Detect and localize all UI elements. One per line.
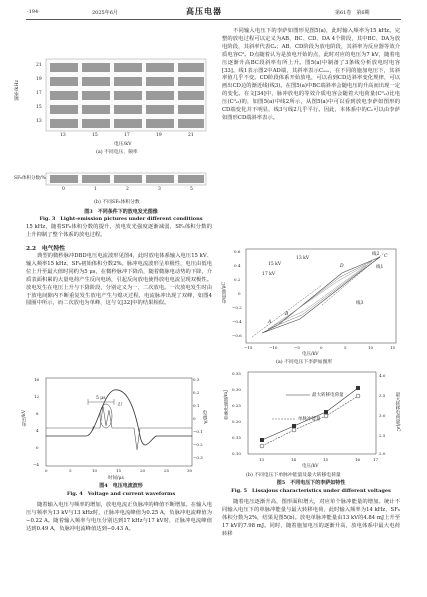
- fig3-sf-tick: 3: [158, 187, 161, 192]
- fig3-freq-tick: 13: [36, 119, 42, 124]
- fig5a-y-tick: −0.4: [232, 319, 242, 324]
- fig5a-y-tick: 0.6: [234, 249, 241, 254]
- fig5b-x-tick: 13: [259, 457, 265, 462]
- fig5a-label: 线1: [376, 265, 384, 270]
- fig5a-point: A: [268, 320, 272, 325]
- paragraph: 随着输入电压与频率的增加，放电电流正负脉冲的峰值不断增加。在输入电压与频率为13 kV与13 kHz时，正脉冲电流峰值为0.25 A，负脉冲电流峰值为−0.22 A。随着输入频率与电压分别达到17 kHz与17 kV时，正脉冲电流峰值达到0.49 A，负脉冲电流峰值达到−0.43 A。: [26, 502, 212, 532]
- fig5a-point: D: [340, 264, 344, 269]
- fig3-volt-tick: 21: [188, 133, 194, 138]
- fig5a-sub: (a) 不同电压下李萨如图形: [276, 360, 333, 365]
- issue-date: 2025年6月: [92, 10, 118, 16]
- fig5a-label: 线3: [356, 301, 364, 306]
- fig4-left-tick: 8: [36, 411, 39, 416]
- fig5b-x-tick: 16: [355, 457, 361, 462]
- fig4-caption-cn: 图4 电压电流波形: [99, 483, 143, 489]
- fig5a-ylabel: 电荷量/μC: [222, 282, 227, 304]
- fig5a-x-tick: 0: [320, 345, 323, 350]
- fig5b-left-tick: 0.15: [232, 435, 241, 440]
- paragraph: 不同输入电压下的李萨如图形见图5(a)，此时输入频率为15 kHz。完整的放电过程可以定义为AB、BC、CD、DA 4个阶段，其中BC、DA为放电阶段，其斜率代表Cₐ；AB、CD阶段为放电阶段，其斜率为反应器等效介质电容Cᵈ。D点随着认为是放电开始的点，此时对应的电压为7 kV，随着电压逐渐升高BC段斜率有所上升。图5(a)中制备了3条线分析放电时电容[33]。线1表示图2中AD端，其斜率表示Cₑₒₑ，在不同的施加电压下，其斜率值几乎不变。CD阶段体系开始放电，可以看到CD边斜率变化规律，可以画出CD边的渐近线(线3)。在图5(a)中BC端斜率会随电压的升高而出现一定的变化。在文[34]中，脉冲放电的等效介质电容会随着大电荷量(Cᵈₑₜ)比电压(Cᵈₑₜ)的，如图5(a)中线2所示，从图5(a)中可以看到放电李萨如图形的CD端变化并不明显，线3与线2几乎平行。因此，本体系中的Cₑ可以由李萨如图形CD端斜率表示。: [222, 28, 400, 121]
- fig4-x-tick: 20: [140, 468, 146, 473]
- fig3-volt-tick: 19: [156, 133, 162, 138]
- fig5b-right-tick: 3.0: [379, 413, 386, 418]
- section-heading: 2.2 电气特性: [26, 246, 66, 252]
- fig3-xlabel: 电压/kV: [114, 142, 132, 147]
- fig5b-right-tick: 4.0: [379, 373, 386, 378]
- fig4-i-label: I: [92, 426, 94, 432]
- fig4-x-tick: 25: [164, 468, 170, 473]
- fig3-sf-tick: 2: [126, 187, 129, 192]
- fig4-right-tick: 0.2: [193, 390, 200, 395]
- fig5b-ylabel-left: 单脉冲能量/mJ: [224, 390, 229, 421]
- fig4-left-tick: 16: [34, 377, 40, 382]
- fig5b-left-tick: 0.10: [232, 451, 241, 456]
- fig5b-xlabel: 电压/kV: [302, 464, 319, 469]
- fig4-u-label: U: [118, 402, 123, 408]
- fig5b-x-tick: 17: [373, 457, 379, 462]
- fig4-x-tick: 30: [187, 468, 193, 473]
- fig5a-y-tick: −0.6: [232, 333, 242, 338]
- fig3-caption-cn: 图3 不同条件下的放电发光图像: [84, 209, 158, 215]
- fig5a-x-tick: 15: [390, 345, 396, 350]
- fig4-right-axis: 电流/A: [202, 410, 207, 424]
- fig5b-ylabel-right: 最大转移电荷量/μC: [395, 392, 400, 432]
- fig4-time-marker: 5 μs: [96, 396, 106, 401]
- fig4-x-tick: 10: [92, 468, 98, 473]
- fig5a-x-tick: −15: [244, 345, 253, 350]
- fig4-right-tick: 0: [193, 416, 196, 421]
- fig5b-right-tick: 3.5: [379, 393, 386, 398]
- fig5a-label: 线2: [372, 252, 380, 257]
- fig4-right-tick: 0.1: [193, 403, 200, 408]
- fig3-ylabel: 频率/kHz: [15, 80, 20, 101]
- fig5b-x-tick: 14: [291, 457, 297, 462]
- fig4-right-tick: 0.3: [193, 377, 200, 382]
- fig3-sf-tick: 5: [190, 187, 193, 192]
- fig5a-y-tick: 0: [238, 291, 241, 296]
- fig3-volt-tick: 13: [60, 133, 66, 138]
- fig3-caption-en: Fig. 3 Light-emission pictures under different conditions: [39, 216, 203, 222]
- fig5b-left-tick: 0.20: [232, 419, 241, 424]
- paragraph: 随着电压逐渐升高，图形面积增大，对应单个脉冲能量的增加。统计不同输入电压下的单脉冲能量与最大转移电荷，此时输入频率为14 kHz，SF₆体积分数为2%，结果见图5(b)。放电单脉冲能量由13 kV的4.84 mJ上升至17 kV的7.98 mJ。同时，随着施加电压的逐渐升高，放电体系中最大电荷转移: [222, 499, 400, 537]
- fig5b-x-tick: 15: [323, 457, 329, 462]
- fig5b-left-tick: 0.35: [232, 371, 241, 376]
- fig5a-x-tick: 10: [368, 345, 374, 350]
- fig4-right-tick: −0.3: [193, 455, 203, 460]
- fig5a-point: B: [285, 312, 289, 317]
- fig4-x-tick: 15: [116, 468, 122, 473]
- fig5b-sub: (b) 不同电压下单脉冲能量及最大转移电荷量: [246, 473, 341, 478]
- fig5a-label: 13 kV: [296, 256, 310, 261]
- fig3-sub-a: (a) 不同电压、频率: [96, 150, 138, 155]
- fig5a-y-tick: −0.2: [232, 305, 242, 310]
- fig4-caption-en: Fig. 4 Voltage and current waveforms: [66, 491, 176, 497]
- fig3-sub-b: (b) 不同SF₆体积分数: [94, 200, 140, 205]
- fig3-volt-tick: 15: [92, 133, 98, 138]
- fig4-left-tick: 0: [36, 445, 39, 450]
- fig4-left-tick: 4: [36, 428, 39, 433]
- fig5a-label: 17 kV: [262, 272, 276, 277]
- fig3-sf-tick: 1: [94, 187, 97, 192]
- fig5b-legend-energy: 单脉冲能量: [298, 417, 321, 422]
- fig5a-x-tick: 5: [344, 345, 347, 350]
- paragraph: 15 kHz，随着SF₆体积分数的提升，放电发光强度逐渐减弱，SF₆体积分数的上升抑制了整个体系的放电过程。: [26, 224, 212, 238]
- fig3-freq-tick: 15: [36, 105, 42, 110]
- fig5a-y-tick: 0.4: [234, 263, 241, 268]
- fig3-freq-tick: 19: [36, 77, 42, 82]
- fig5a-x-tick: −10: [269, 345, 278, 350]
- fig4-x-tick: 5: [69, 468, 72, 473]
- header-rule: [26, 19, 401, 20]
- fig5b-left-tick: 0.25: [232, 403, 241, 408]
- fig5a-point: C: [384, 254, 388, 259]
- fig5b-right-tick: 2.5: [379, 433, 386, 438]
- fig5a-xlabel: 电压/kV: [302, 352, 319, 357]
- fig4-x-tick: 0: [45, 468, 48, 473]
- fig5b-left-tick: 0.30: [232, 387, 241, 392]
- fig4-right-tick: −0.2: [193, 442, 203, 447]
- fig3-sf-tick: 0: [62, 187, 65, 192]
- fig5b-right-tick: 2.0: [379, 451, 386, 456]
- fig3-volt-tick: 17: [124, 133, 130, 138]
- fig3-freq-tick: 21: [36, 63, 42, 68]
- fig5a-x-tick: −5: [294, 345, 300, 350]
- page-number: ·194·: [27, 9, 40, 15]
- fig4-left-axis: 电压/kV: [22, 410, 27, 427]
- fig5-caption-en: Fig. 5 Lissajous characteristics under different voltages: [231, 488, 391, 494]
- fig4-right-tick: −0.1: [193, 429, 203, 434]
- fig4-left-tick: −4: [33, 462, 39, 467]
- paragraph: 典型的微秒脉冲DBD电压电流波形见图4，此时放电体系输入电压15 kV、输入频率15 kHz、SF₆初始体积分数2%。脉冲电流波形呈单极性，电压由低电位上升至最大值时同约为5 μs，在微秒脉冲下降沿，随着微脉电动势的下降，介质表面积累的大量电荷产生反向电场，引起反向放电使得放电电流呈现双极性。放电发生在电压上升与下降阶段，分别定义为一、二次放电。一次放电发生时由于放电间隙内不断重复发生放电产生与熄灭过程，电流脉冲出现了双峰，如图4圆圈中所示，而二次放电为单峰，这与文[32]中的结果相似。: [26, 253, 213, 307]
- fig5b-legend-charge: 最大转移电荷量: [312, 393, 344, 398]
- fig4-left-tick: 12: [34, 394, 40, 399]
- fig3-freq-tick: 17: [36, 91, 42, 96]
- volume-info: 第61卷 第6期: [335, 10, 370, 16]
- fig5a-y-tick: 0.2: [234, 277, 241, 282]
- fig5a-label: 15 kV: [268, 262, 282, 267]
- fig4-xlabel: 时间/μs: [108, 476, 124, 481]
- fig5-caption-cn: 图5 不同电压下的李萨如特性: [276, 480, 346, 486]
- figure-5a-lissajous: [222, 245, 402, 355]
- journal-name: 高压电器: [186, 6, 222, 16]
- fig3-sf-label: SF₆体积分数/%: [14, 176, 46, 181]
